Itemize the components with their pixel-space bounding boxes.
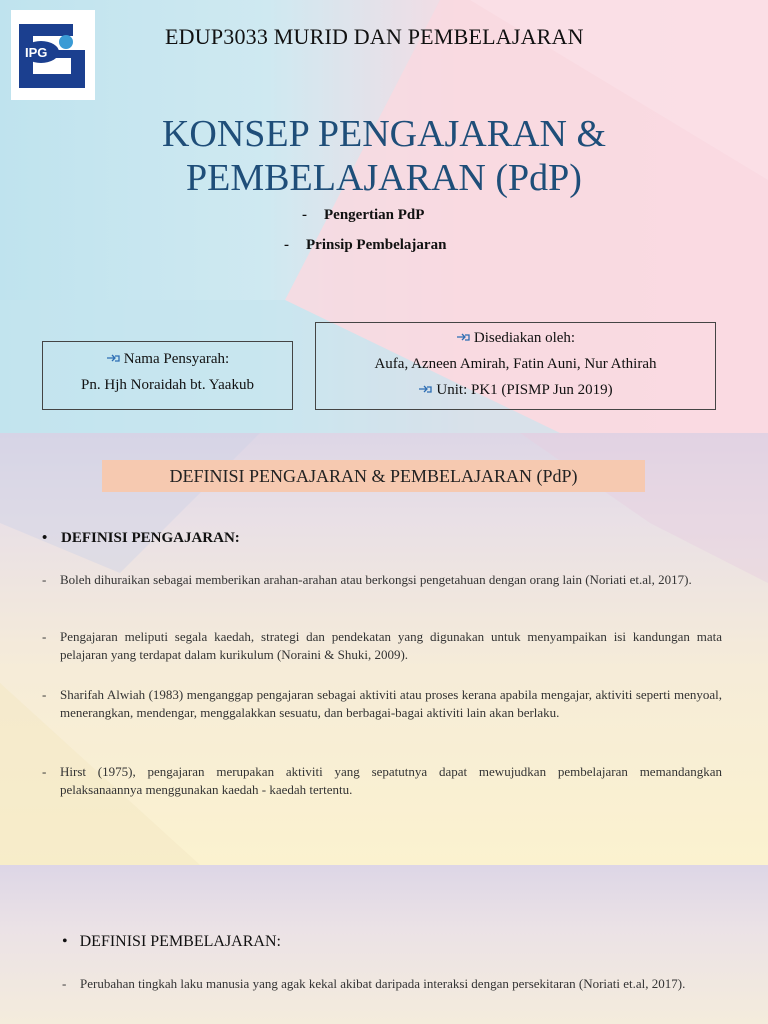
title-line-2: PEMBELAJARAN (PdP) xyxy=(186,157,582,199)
section-heading xyxy=(42,530,240,547)
paragraph-item xyxy=(42,628,722,664)
dash-marker: - xyxy=(62,976,67,991)
svg-text:IPG: IPG xyxy=(25,45,48,60)
course-code: EDUP3033 MURID DAN PEMBELAJARAN xyxy=(165,24,584,49)
title-slide xyxy=(0,0,768,433)
definition-heading: DEFINISI PENGAJARAN & PEMBELAJARAN (PdP) xyxy=(102,460,645,492)
ipg-logo-icon xyxy=(11,10,95,100)
dash-marker: - xyxy=(42,572,47,587)
pointing-hand-icon xyxy=(106,353,120,363)
dash-marker: - xyxy=(284,237,289,253)
section-heading xyxy=(62,933,281,951)
prepared-by-box xyxy=(315,322,716,410)
paragraph-item xyxy=(42,686,722,722)
definition-slide xyxy=(0,433,768,865)
section-label: DEFINISI PENGAJARAN: xyxy=(61,530,240,546)
bullet-marker: • xyxy=(62,933,68,950)
subtopic-label: Pengertian PdP xyxy=(324,207,425,223)
prepared-heading-row xyxy=(316,325,715,351)
dash-marker: - xyxy=(42,687,47,702)
lecturer-name: Pn. Hjh Noraidah bt. Yaakub xyxy=(81,377,254,393)
pointing-hand-icon xyxy=(456,332,470,342)
paragraph-text: Pengajaran meliputi segala kaedah, strategi dan pendekatan yang digunakan untuk menyampaikan isi kandungan mata pelajaran yang terdapat dalam kurikulum (Noraini & Shuki, 2009). xyxy=(60,629,722,662)
title-line-1: KONSEP PENGAJARAN & xyxy=(161,113,607,155)
paragraph-item xyxy=(42,763,722,799)
prepared-heading: Disediakan oleh: xyxy=(473,330,576,346)
paragraph-text: Sharifah Alwiah (1983) menganggap pengajaran sebagai aktiviti atau proses kerana apabila mengajar, aktiviti seperti menyoal, menerangkan, mendengar, menggalakkan sesuatu, dan berbagai-bagai aktiviti lain akan berlaku. xyxy=(60,687,722,720)
dash-marker: - xyxy=(302,207,307,223)
bullet-marker: • xyxy=(42,530,48,546)
paragraph-text: Boleh dihuraikan sebagai memberikan arahan-arahan atau berkongsi pengetahuan dengan orang lain (Noriati et.al, 2017). xyxy=(60,572,692,587)
paragraph-text: Hirst (1975), pengajaran merupakan aktiviti yang sepatutnya dapat mewujudkan pembelajaran memandangkan pelaksanaannya menggunakan kaedah - kaedah tertentu. xyxy=(60,764,722,797)
lecturer-heading-row xyxy=(43,346,292,372)
lecturer-box xyxy=(42,341,293,410)
slide-title xyxy=(0,112,768,200)
section-label: DEFINISI PEMBELAJARAN: xyxy=(79,933,281,950)
prepared-names: Aufa, Azneen Amirah, Fatin Auni, Nur Athirah xyxy=(374,356,657,372)
learning-definition-slide xyxy=(0,865,768,1024)
lecturer-heading: Nama Pensyarah: xyxy=(123,351,230,367)
unit-label: Unit: PK1 (PISMP Jun 2019) xyxy=(436,382,613,398)
paragraph-item xyxy=(42,571,722,589)
institution-logo xyxy=(11,10,95,100)
subtopic-label: Prinsip Pembelajaran xyxy=(306,237,447,253)
subtopic-item xyxy=(284,237,446,254)
dash-marker: - xyxy=(42,764,47,779)
unit-row xyxy=(316,377,715,403)
paragraph-text: Perubahan tingkah laku manusia yang agak kekal akibat daripada interaksi dengan persekitaran (Noriati et.al, 2017). xyxy=(80,976,686,991)
subtopic-item xyxy=(302,207,424,224)
dash-marker: - xyxy=(42,629,47,644)
pointing-hand-icon xyxy=(418,384,432,394)
paragraph-item xyxy=(62,975,694,993)
